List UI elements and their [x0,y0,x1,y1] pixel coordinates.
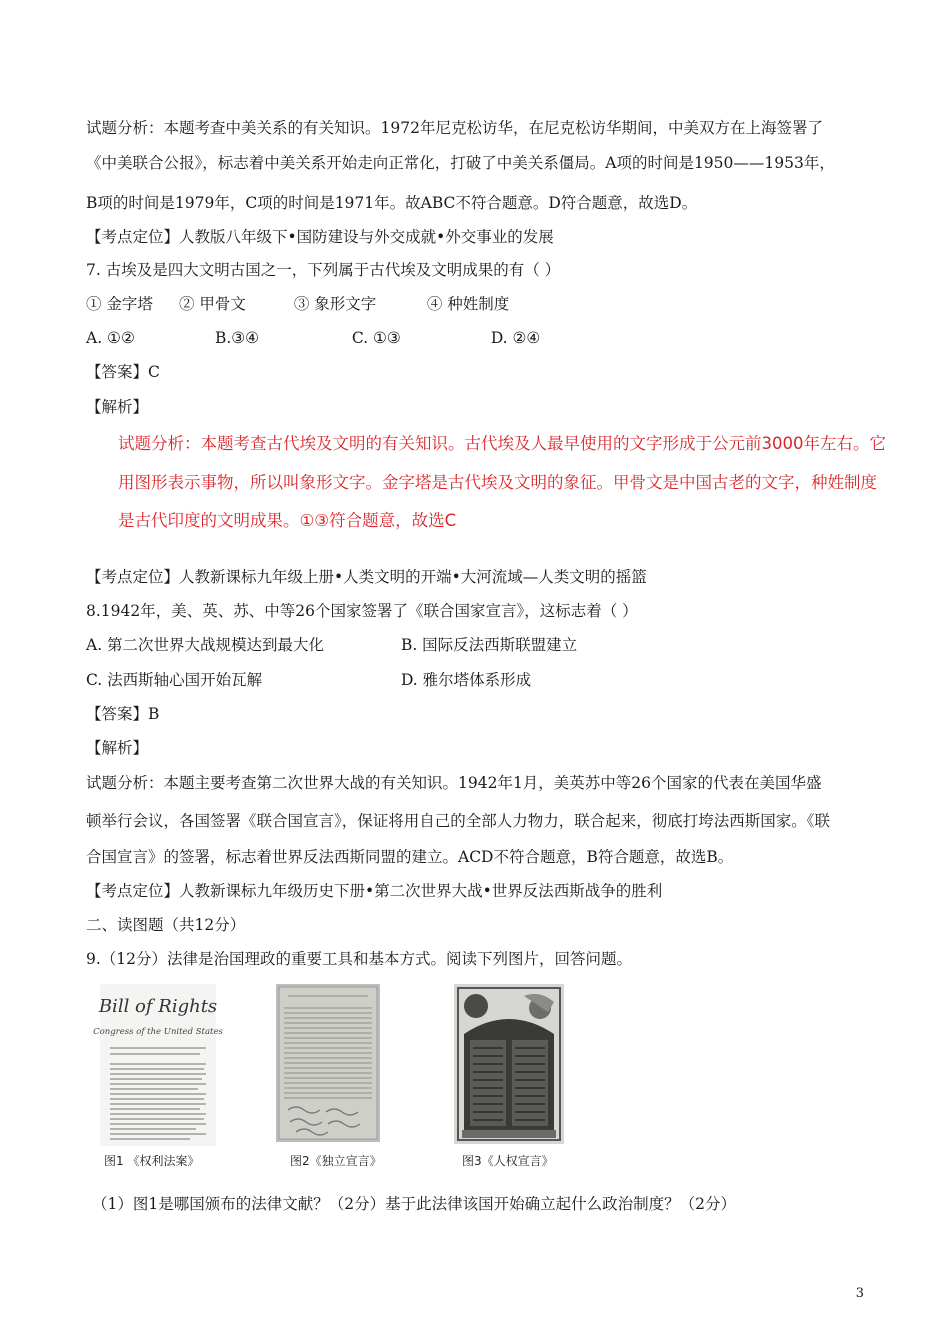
figure-3-declaration-of-rights [454,984,564,1168]
knowledge-point-6: 【考点定位】人教版八年级下•国防建设与外交成就•外交事业的发展 [86,228,554,246]
analysis-line-1: 试题分析：本题考查中美关系的有关知识。1972年尼克松访华，在尼克松访华期间，中美双方在上海签署了 [86,119,823,137]
q7-option: C. ①③ [351,329,401,347]
analysis-line-2: 《中美联合公报》，标志着中美关系开始走向正常化，打破了中美关系僵局。A项的时间是1950——1953年， [86,154,835,172]
q7-answer: 【答案】C [86,363,160,381]
q7-item: ④ 种姓制度 [426,295,510,313]
q7-option: A. ①② [86,329,135,347]
question-9: 9.（12分）法律是治国理政的重要工具和基本方式。阅读下列图片，回答问题。 [86,950,633,968]
figure-1-bill-of-rights [93,984,223,1168]
q7-red-analysis-2: 用图形表示事物，所以叫象形文字。金字塔是古代埃及文明的象征。甲骨文是中国古老的文字，种姓制度 [118,473,877,492]
section-2-heading: 二、读图题（共12分） [86,916,246,934]
q8-analysis-3: 合国宣言》的签署，标志着世界反法西斯同盟的建立。ACD不符合题意，B符合题意，故选B。 [86,848,734,866]
question-7-items [86,293,509,315]
question-9-sub-1: （1）图1是哪国颁布的法律文献？（2分）基于此法律该国开始确立起什么政治制度？（2分） [92,1195,736,1213]
q8-answer: 【答案】B [86,705,160,723]
q7-item: ① 金字塔 [86,295,153,313]
question-8-options-row-1 [86,634,577,656]
knowledge-point-7: 【考点定位】人教新课标九年级上册•人类文明的开端•大河流域—人类文明的摇篮 [86,568,647,586]
q8-option: B. 国际反法西斯联盟建立 [400,636,578,654]
q8-analysis-1: 试题分析：本题主要考查第二次世界大战的有关知识。1942年1月，美英苏中等26个国家的代表在美国华盛 [86,774,822,792]
question-7-options [86,327,540,349]
q7-option: B.③④ [214,329,260,347]
q8-analysis-2: 顿举行会议，各国签署《联合国宣言》，保证将用自己的全部人力物力，联合起来，彻底打垮法西斯国家。《联 [86,812,831,830]
q7-option: D. ②④ [490,329,541,347]
q8-option: D. 雅尔塔体系形成 [400,671,532,689]
figure-group [93,984,580,1174]
q8-option: C. 法西斯轴心国开始瓦解 [86,671,263,689]
svg-text:Congress of the United States: Congress of the United States [93,1027,223,1037]
q8-analysis-label: 【解析】 [86,739,149,757]
q7-analysis-label: 【解析】 [86,398,149,416]
q7-red-analysis-1: 试题分析：本题考查古代埃及文明的有关知识。古代埃及人最早使用的文字形成于公元前3000年左右。它 [118,434,886,453]
q7-item: ③ 象形文字 [293,295,377,313]
knowledge-point-8: 【考点定位】人教新课标九年级历史下册•第二次世界大战•世界反法西斯战争的胜利 [86,882,663,900]
q7-item: ② 甲骨文 [178,295,246,313]
svg-text:Bill of Rights: Bill of Rights [98,996,218,1017]
q7-red-analysis-3: 是古代印度的文明成果。①③符合题意，故选C [118,511,457,530]
q8-option: A. 第二次世界大战规模达到最大化 [86,636,325,654]
figure-2-declaration-of-independence [276,984,382,1168]
question-8: 8.1942年，美、英、苏、中等26个国家签署了《联合国家宣言》，这标志着（ ） [86,602,638,620]
figure-2-caption: 图2《独立宣言》 [290,1154,382,1168]
question-7: 7. 古埃及是四大文明古国之一，下列属于古代埃及文明成果的有（ ） [86,261,561,279]
question-8-options-row-2 [86,669,531,691]
figure-1-caption: 图1 《权利法案》 [104,1154,200,1168]
page-number: 3 [855,1286,864,1301]
figure-3-caption: 图3《人权宣言》 [462,1154,554,1168]
analysis-line-3: B项的时间是1979年，C项的时间是1971年。故ABC不符合题意。D符合题意，故选D。 [86,194,698,212]
